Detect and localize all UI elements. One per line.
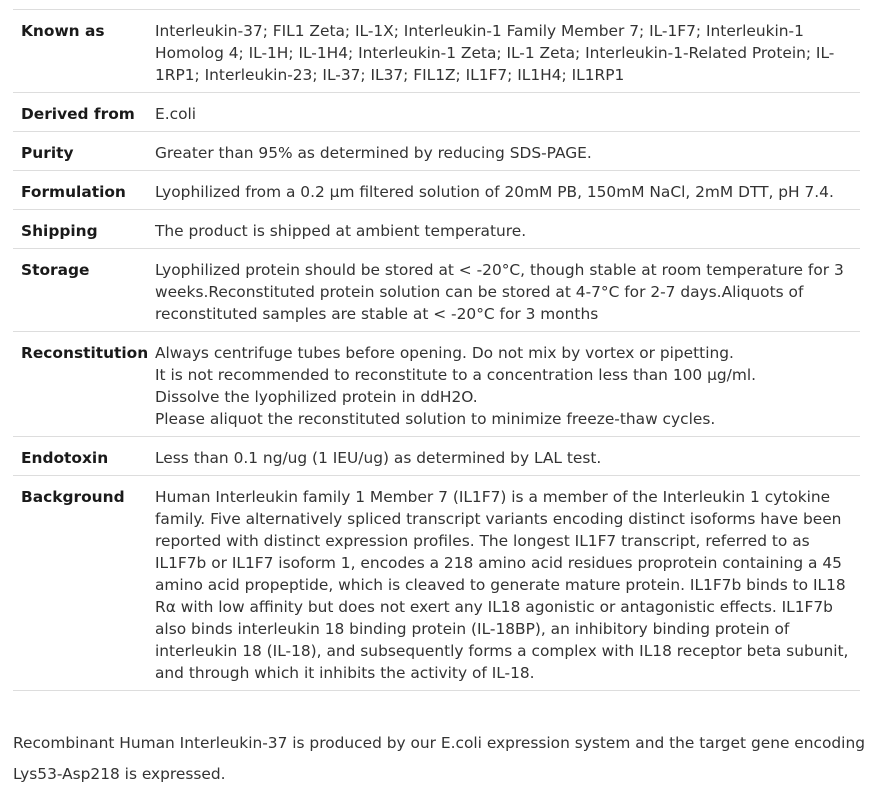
spec-row-shipping xyxy=(13,210,860,249)
product-spec-table xyxy=(13,9,860,691)
reconstitution-line: It is not recommended to reconstitute to a concentration less than 100 μg/ml. xyxy=(155,366,757,384)
spec-row-known-as xyxy=(13,10,860,93)
spec-label-reconstitution: Reconstitution xyxy=(13,332,155,437)
reconstitution-line: Please aliquot the reconstituted solution to minimize freeze-thaw cycles. xyxy=(155,410,716,428)
spec-row-reconstitution xyxy=(13,332,860,437)
spec-label-background: Background xyxy=(13,476,155,691)
spec-value-background: Human Interleukin family 1 Member 7 (IL1F7) is a member of the Interleukin 1 cytokine family. Five alternatively spliced transcript variants encoding distinct isoforms have been reported with distinct expression profiles. The longest IL1F7 transcript, referred to as IL1F7b or IL1F7 isoform 1, encodes a 218 amino acid residues proprotein containing a 45 amino acid propeptide, which is cleaved to generate mature protein. IL1F7b binds to IL18 Rα with low affinity but does not exert any IL18 agonistic or antagonistic effects. IL1F7b also binds interleukin 18 binding protein (IL-18BP), an inhibitory binding protein of interleukin 18 (IL-18), and subsequently forms a complex with IL18 receptor beta subunit, and through which it inhibits the activity of IL-18. xyxy=(155,476,860,691)
spec-label-known-as: Known as xyxy=(13,10,155,93)
spec-value-known-as: Interleukin-37; FIL1 Zeta; IL-1X; Interleukin-1 Family Member 7; IL-1F7; Interleukin-1 Homolog 4; IL-1H; IL-1H4; Interleukin-1 Zeta; IL-1 Zeta; Interleukin-1-Related Protein; IL-1RP1; Interleukin-23; IL-37; IL37; FIL1Z; IL1F7; IL1H4; IL1RP1 xyxy=(155,10,860,93)
spec-value-shipping: The product is shipped at ambient temperature. xyxy=(155,210,860,249)
spec-row-purity xyxy=(13,132,860,171)
spec-label-shipping: Shipping xyxy=(13,210,155,249)
spec-row-derived-from xyxy=(13,93,860,132)
reconstitution-line: Always centrifuge tubes before opening. Do not mix by vortex or pipetting. xyxy=(155,344,734,362)
spec-value-reconstitution xyxy=(155,332,860,437)
expression-note: Recombinant Human Interleukin-37 is produced by our E.coli expression system and the target gene encoding Lys53-Asp218 is expressed. xyxy=(13,734,865,784)
spec-value-storage: Lyophilized protein should be stored at < -20°C, though stable at room temperature for 3 weeks.Reconstituted protein solution can be stored at 4-7°C for 2-7 days.Aliquots of reconstituted samples are stable at < -20°C for 3 months xyxy=(155,249,860,332)
spec-value-endotoxin: Less than 0.1 ng/ug (1 IEU/ug) as determined by LAL test. xyxy=(155,437,860,476)
reconstitution-line: Dissolve the lyophilized protein in ddH2O. xyxy=(155,388,478,406)
spec-label-formulation: Formulation xyxy=(13,171,155,210)
spec-value-derived-from: E.coli xyxy=(155,93,860,132)
spec-label-derived-from: Derived from xyxy=(13,93,155,132)
spec-value-purity: Greater than 95% as determined by reducing SDS-PAGE. xyxy=(155,132,860,171)
spec-label-purity: Purity xyxy=(13,132,155,171)
spec-label-endotoxin: Endotoxin xyxy=(13,437,155,476)
spec-row-storage xyxy=(13,249,860,332)
spec-row-formulation xyxy=(13,171,860,210)
spec-row-background xyxy=(13,476,860,691)
spec-value-formulation: Lyophilized from a 0.2 μm filtered solution of 20mM PB, 150mM NaCl, 2mM DTT, pH 7.4. xyxy=(155,171,860,210)
spec-row-endotoxin xyxy=(13,437,860,476)
spec-label-storage: Storage xyxy=(13,249,155,332)
